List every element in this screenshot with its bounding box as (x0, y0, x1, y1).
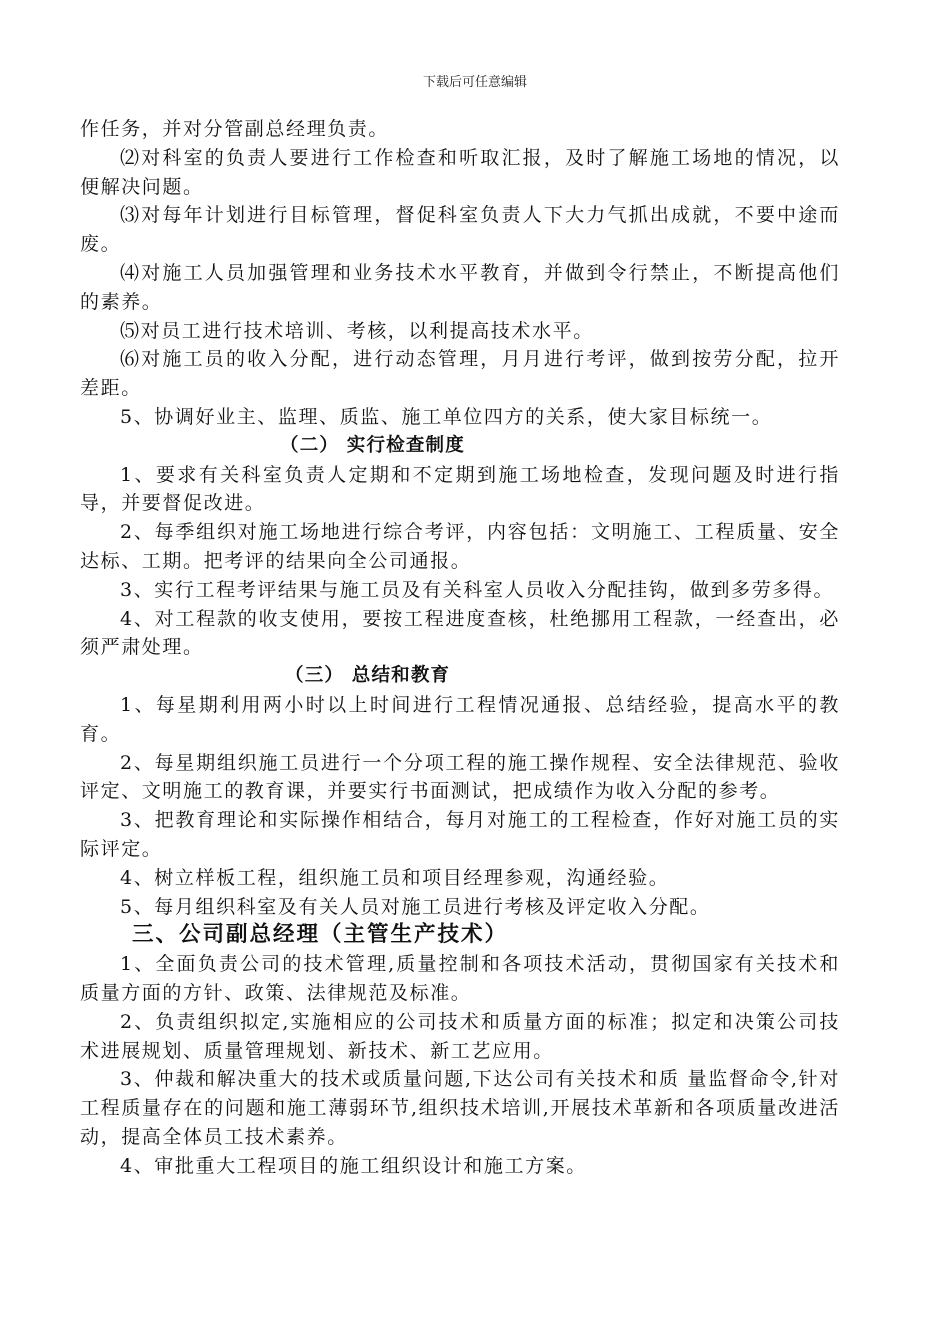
list-item: 3、把教育理论和实际操作相结合，每月对施工的工程检查，作好对施工员的实际评定。 (80, 809, 840, 860)
list-item: 3、实行工程考评结果与施工员及有关科室人员收入分配挂钩，做到多劳多得。 (120, 578, 835, 601)
list-item: 4、对工程款的收支使用，要按工程进度查核，杜绝挪用工程款，一经查出，必须严肃处理。 (80, 607, 840, 659)
list-item: ⑵对科室的负责人要进行工作检查和听取汇报，及时了解施工场地的情况，以便解决问题。 (80, 146, 840, 198)
list-item: 1、全面负责公司的技术管理,质量控制和各项技术活动，贯彻国家有关技术和质量方面的方针、政策、法律规范及标准。 (80, 953, 840, 1004)
list-item: ⑷对施工人员加强管理和业务技术水平教育，并做到令行禁止，不断提高他们的素养。 (80, 261, 840, 313)
list-item: 2、负责组织拟定,实施相应的公司技术和质量方面的标准；拟定和决策公司技术进展规划、质量管理规划、新技术、新工艺应用。 (80, 1010, 840, 1062)
list-item: 5、协调好业主、监理、质监、施工单位四方的关系，使大家目标统一。 (120, 405, 773, 428)
subsection-heading: （二） 实行检查制度 (280, 434, 465, 456)
list-item: ⑸对员工进行技术培训、考核，以利提高技术水平。 (120, 319, 594, 342)
page-header: 下载后可任意编辑 (422, 75, 527, 90)
list-item: 2、每星期组织施工员进行一个分项工程的施工操作规程、安全法律规范、验收评定、文明施工的教育课，并要实行书面测试，把成绩作为收入分配的参考。 (80, 751, 840, 803)
list-item: 2、每季组织对施工场地进行综合考评，内容包括：文明施工、工程质量、安全达标、工期。把考评的结果向全公司通报。 (80, 521, 840, 572)
list-item: 5、每月组织科室及有关人员对施工员进行考核及评定收入分配。 (120, 895, 711, 918)
list-item: ⑹对施工员的收入分配，进行动态管理，月月进行考评，做到按劳分配，拉开差距。 (80, 348, 840, 400)
list-item: 3、仲裁和解决重大的技术或质量问题,下达公司有关技术和质 量监督命令,针对工程质量存在的问题和施工薄弱环节,组织技术培训,开展技术革新和各项质量改进活动，提高全体员工技术素养。 (80, 1068, 840, 1148)
list-item: 4、树立样板工程，组织施工员和项目经理参观，沟通经验。 (120, 866, 670, 889)
list-item: 1、每星期利用两小时以上时间进行工程情况通报、总结经验，提高水平的教育。 (80, 693, 840, 745)
paragraph: 作任务，并对分管副总经理负责。 (80, 118, 390, 140)
document-body (80, 115, 840, 1180)
list-item: 4、审批重大工程项目的施工组织设计和施工方案。 (120, 1154, 587, 1177)
subsection-heading: （三） 总结和教育 (285, 665, 451, 687)
section-heading: 三、公司副总经理（主管生产技术） (132, 922, 509, 948)
list-item: ⑶对每年计划进行目标管理，督促科室负责人下大力气抓出成就，不要中途而废。 (80, 204, 840, 256)
list-item: 1、要求有关科室负责人定期和不定期到施工场地检查，发现问题及时进行指导，并要督促改进。 (80, 463, 840, 515)
